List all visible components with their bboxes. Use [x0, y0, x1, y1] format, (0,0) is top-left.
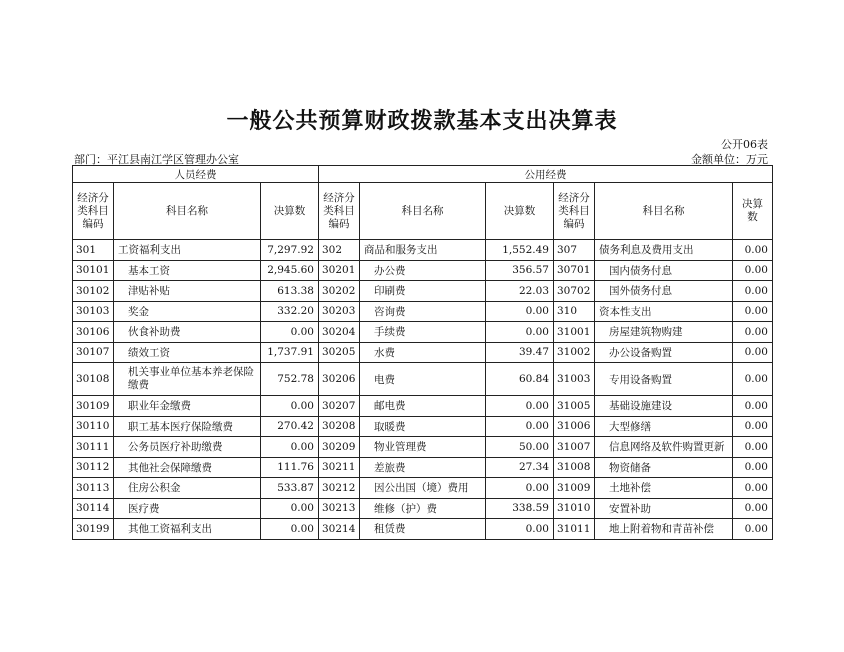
name-cell: 伙食补助费 — [114, 322, 261, 343]
code-cell: 31001 — [554, 322, 595, 343]
name-cell: 商品和服务支出 — [360, 240, 486, 261]
table-number: 公开06表 — [721, 138, 768, 151]
code-cell: 31007 — [554, 437, 595, 458]
amount-cell: 613.38 — [261, 281, 319, 302]
name-cell: 电费 — [360, 363, 486, 396]
amount-cell: 0.00 — [733, 322, 773, 343]
header-amount-2: 决算数 — [486, 183, 554, 240]
name-cell: 津贴补贴 — [114, 281, 261, 302]
name-cell: 租赁费 — [360, 519, 486, 540]
name-cell: 手续费 — [360, 322, 486, 343]
code-cell: 31002 — [554, 342, 595, 363]
department-label: 部门：平江县南江学区管理办公室 — [74, 153, 239, 166]
name-cell: 大型修缮 — [595, 416, 733, 437]
amount-cell: 111.76 — [261, 457, 319, 478]
code-cell: 30201 — [319, 260, 360, 281]
header-personnel: 人员经费 — [73, 166, 319, 183]
name-cell: 债务利息及费用支出 — [595, 240, 733, 261]
name-cell: 安置补助 — [595, 498, 733, 519]
table-row — [73, 342, 773, 363]
amount-cell: 0.00 — [733, 437, 773, 458]
amount-cell: 356.57 — [486, 260, 554, 281]
code-cell: 30112 — [73, 457, 114, 478]
code-cell: 30214 — [319, 519, 360, 540]
name-cell: 基本工资 — [114, 260, 261, 281]
name-cell: 国内债务付息 — [595, 260, 733, 281]
amount-cell: 50.00 — [486, 437, 554, 458]
table-row — [73, 437, 773, 458]
name-cell: 其他工资福利支出 — [114, 519, 261, 540]
table-row — [73, 416, 773, 437]
amount-cell: 0.00 — [261, 396, 319, 417]
name-cell: 基础设施建设 — [595, 396, 733, 417]
name-cell: 其他社会保障缴费 — [114, 457, 261, 478]
table-row — [73, 519, 773, 540]
amount-cell: 0.00 — [733, 416, 773, 437]
table-row — [73, 396, 773, 417]
name-cell: 资本性支出 — [595, 301, 733, 322]
name-cell: 工资福利支出 — [114, 240, 261, 261]
name-cell: 邮电费 — [360, 396, 486, 417]
name-cell: 水费 — [360, 342, 486, 363]
table-row — [73, 457, 773, 478]
name-cell: 维修（护）费 — [360, 498, 486, 519]
amount-cell: 0.00 — [486, 416, 554, 437]
code-cell: 30211 — [319, 457, 360, 478]
name-cell: 土地补偿 — [595, 478, 733, 499]
code-cell: 302 — [319, 240, 360, 261]
code-cell: 30207 — [319, 396, 360, 417]
code-cell: 31009 — [554, 478, 595, 499]
name-cell: 办公费 — [360, 260, 486, 281]
amount-cell: 0.00 — [733, 519, 773, 540]
amount-cell: 0.00 — [733, 240, 773, 261]
amount-cell: 752.78 — [261, 363, 319, 396]
table-row — [73, 281, 773, 302]
amount-cell: 1,552.49 — [486, 240, 554, 261]
code-cell: 30204 — [319, 322, 360, 343]
code-cell: 30114 — [73, 498, 114, 519]
code-cell: 30212 — [319, 478, 360, 499]
table-row — [73, 240, 773, 261]
amount-cell: 0.00 — [261, 498, 319, 519]
header-name-3: 科目名称 — [595, 183, 733, 240]
code-cell: 30111 — [73, 437, 114, 458]
name-cell: 机关事业单位基本养老保险缴费 — [114, 363, 261, 396]
name-cell: 专用设备购置 — [595, 363, 733, 396]
amount-unit-label: 金额单位：万元 — [691, 153, 768, 166]
code-cell: 31005 — [554, 396, 595, 417]
name-cell: 绩效工资 — [114, 342, 261, 363]
amount-cell: 0.00 — [486, 396, 554, 417]
code-cell: 30701 — [554, 260, 595, 281]
header-amount-3: 决算数 — [733, 183, 773, 240]
name-cell: 奖金 — [114, 301, 261, 322]
amount-cell: 0.00 — [486, 322, 554, 343]
amount-cell: 0.00 — [733, 281, 773, 302]
name-cell: 因公出国（境）费用 — [360, 478, 486, 499]
name-cell: 公务员医疗补助缴费 — [114, 437, 261, 458]
header-row-group — [73, 166, 773, 183]
header-public: 公用经费 — [319, 166, 773, 183]
code-cell: 30109 — [73, 396, 114, 417]
code-cell: 31011 — [554, 519, 595, 540]
amount-cell: 0.00 — [733, 260, 773, 281]
table-row — [73, 260, 773, 281]
code-cell: 30110 — [73, 416, 114, 437]
header-code-1: 经济分类科目编码 — [73, 183, 114, 240]
code-cell: 30208 — [319, 416, 360, 437]
name-cell: 差旅费 — [360, 457, 486, 478]
amount-cell: 0.00 — [733, 457, 773, 478]
name-cell: 地上附着物和青苗补偿 — [595, 519, 733, 540]
amount-cell: 39.47 — [486, 342, 554, 363]
header-amount-1: 决算数 — [261, 183, 319, 240]
amount-cell: 0.00 — [486, 519, 554, 540]
name-cell: 办公设备购置 — [595, 342, 733, 363]
code-cell: 30206 — [319, 363, 360, 396]
amount-cell: 0.00 — [733, 301, 773, 322]
name-cell: 信息网络及软件购置更新 — [595, 437, 733, 458]
amount-cell: 332.20 — [261, 301, 319, 322]
amount-cell: 338.59 — [486, 498, 554, 519]
amount-cell: 22.03 — [486, 281, 554, 302]
amount-cell: 0.00 — [261, 437, 319, 458]
name-cell: 医疗费 — [114, 498, 261, 519]
code-cell: 30209 — [319, 437, 360, 458]
amount-cell: 0.00 — [733, 478, 773, 499]
amount-cell: 60.84 — [486, 363, 554, 396]
name-cell: 职工基本医疗保险缴费 — [114, 416, 261, 437]
table-row — [73, 363, 773, 396]
name-cell: 职业年金缴费 — [114, 396, 261, 417]
amount-cell: 0.00 — [486, 478, 554, 499]
amount-cell: 2,945.60 — [261, 260, 319, 281]
code-cell: 30113 — [73, 478, 114, 499]
code-cell: 30108 — [73, 363, 114, 396]
header-code-3: 经济分类科目编码 — [554, 183, 595, 240]
name-cell: 咨询费 — [360, 301, 486, 322]
code-cell: 30202 — [319, 281, 360, 302]
name-cell: 物资储备 — [595, 457, 733, 478]
table-row — [73, 301, 773, 322]
name-cell: 房屋建筑物购建 — [595, 322, 733, 343]
code-cell: 310 — [554, 301, 595, 322]
code-cell: 31006 — [554, 416, 595, 437]
code-cell: 31010 — [554, 498, 595, 519]
expenditure-table — [72, 165, 773, 540]
code-cell: 30203 — [319, 301, 360, 322]
page-title: 一般公共预算财政拨款基本支出决算表 — [226, 108, 618, 134]
code-cell: 30106 — [73, 322, 114, 343]
table-row — [73, 498, 773, 519]
table-row — [73, 478, 773, 499]
name-cell: 住房公积金 — [114, 478, 261, 499]
amount-cell: 27.34 — [486, 457, 554, 478]
code-cell: 301 — [73, 240, 114, 261]
header-name-1: 科目名称 — [114, 183, 261, 240]
amount-cell: 0.00 — [733, 363, 773, 396]
header-name-2: 科目名称 — [360, 183, 486, 240]
code-cell: 307 — [554, 240, 595, 261]
amount-cell: 0.00 — [733, 342, 773, 363]
header-code-2: 经济分类科目编码 — [319, 183, 360, 240]
amount-cell: 270.42 — [261, 416, 319, 437]
code-cell: 30103 — [73, 301, 114, 322]
name-cell: 取暖费 — [360, 416, 486, 437]
amount-cell: 0.00 — [261, 519, 319, 540]
code-cell: 30213 — [319, 498, 360, 519]
amount-cell: 0.00 — [733, 498, 773, 519]
amount-cell: 533.87 — [261, 478, 319, 499]
header-row-columns — [73, 183, 773, 240]
code-cell: 30205 — [319, 342, 360, 363]
amount-cell: 1,737.91 — [261, 342, 319, 363]
name-cell: 国外债务付息 — [595, 281, 733, 302]
name-cell: 物业管理费 — [360, 437, 486, 458]
code-cell: 30199 — [73, 519, 114, 540]
amount-cell: 0.00 — [261, 322, 319, 343]
amount-cell: 0.00 — [733, 396, 773, 417]
code-cell: 30102 — [73, 281, 114, 302]
table-row — [73, 322, 773, 343]
amount-cell: 0.00 — [486, 301, 554, 322]
code-cell: 31008 — [554, 457, 595, 478]
code-cell: 30101 — [73, 260, 114, 281]
name-cell: 印刷费 — [360, 281, 486, 302]
code-cell: 30107 — [73, 342, 114, 363]
code-cell: 30702 — [554, 281, 595, 302]
code-cell: 31003 — [554, 363, 595, 396]
amount-cell: 7,297.92 — [261, 240, 319, 261]
